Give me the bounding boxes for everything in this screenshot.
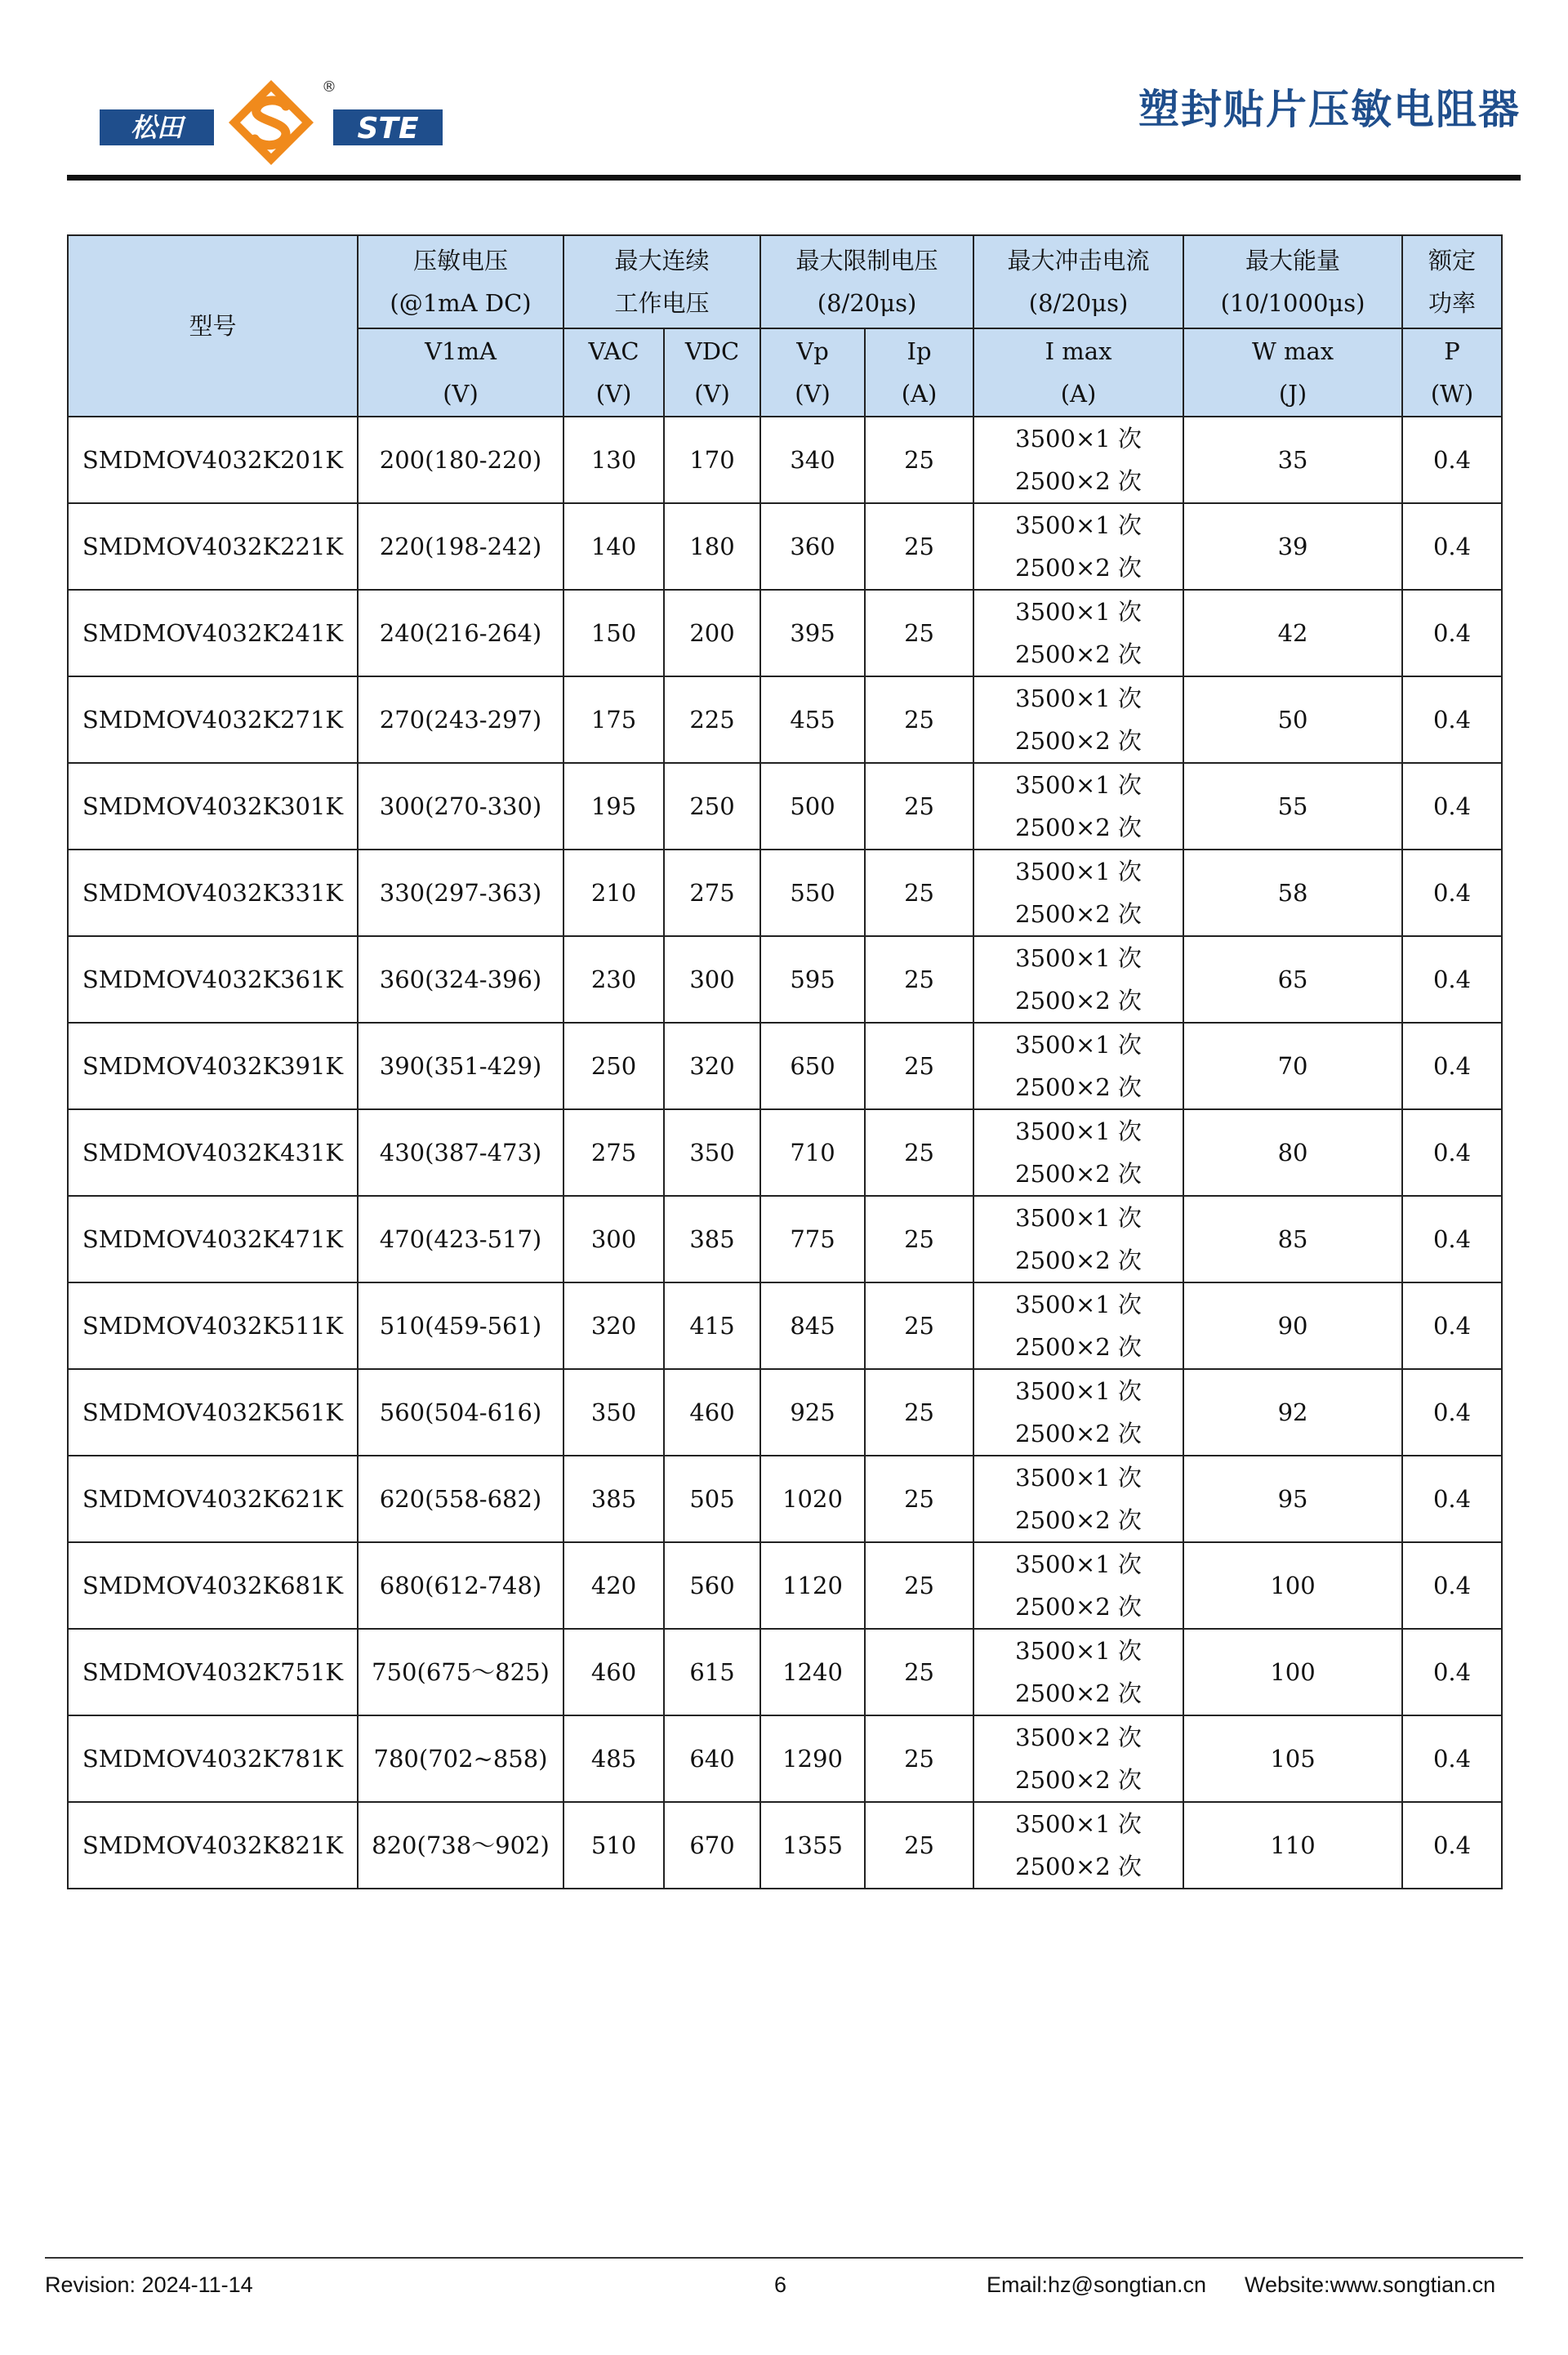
cell-imax2: 2500×2 次 bbox=[1015, 987, 1142, 1015]
cell-vp: 1120 bbox=[760, 1542, 865, 1629]
cell-vac: 175 bbox=[564, 676, 664, 763]
cell-vp: 455 bbox=[760, 676, 865, 763]
cell-p: 0.4 bbox=[1402, 676, 1502, 763]
cell-vp: 1020 bbox=[760, 1456, 865, 1542]
registered-mark: ® bbox=[322, 78, 336, 96]
cell-model: SMDMOV4032K821K bbox=[68, 1802, 358, 1889]
table-row bbox=[68, 1629, 1502, 1715]
cell-vp: 360 bbox=[760, 503, 865, 590]
cell-v1ma: 270(243-297) bbox=[358, 676, 564, 763]
cell-imax2: 2500×2 次 bbox=[1015, 1160, 1142, 1188]
cell-v1ma: 240(216-264) bbox=[358, 590, 564, 676]
cell-vac: 420 bbox=[564, 1542, 664, 1629]
col-varistor-voltage-header: 压敏电压 (@1mA DC) bbox=[358, 235, 564, 328]
cell-wmax: 42 bbox=[1183, 590, 1402, 676]
cell-imax2: 2500×2 次 bbox=[1015, 1766, 1142, 1794]
table-row bbox=[68, 676, 1502, 763]
cell-imax bbox=[973, 1542, 1183, 1629]
cell-vac: 230 bbox=[564, 936, 664, 1023]
cell-v1ma: 560(504-616) bbox=[358, 1369, 564, 1456]
table-row bbox=[68, 590, 1502, 676]
cell-model: SMDMOV4032K241K bbox=[68, 590, 358, 676]
cell-vdc: 200 bbox=[664, 590, 760, 676]
cell-model: SMDMOV4032K681K bbox=[68, 1542, 358, 1629]
footer-revision: Revision: 2024-11-14 bbox=[45, 2272, 253, 2297]
col-max-continuous-header: 最大连续 工作电压 bbox=[564, 235, 760, 328]
cell-imax1: 3500×1 次 bbox=[1015, 858, 1142, 885]
table-row bbox=[68, 1456, 1502, 1542]
cell-p: 0.4 bbox=[1402, 1282, 1502, 1369]
cell-wmax: 100 bbox=[1183, 1629, 1402, 1715]
cell-v1ma: 390(351-429) bbox=[358, 1023, 564, 1109]
cell-imax2: 2500×2 次 bbox=[1015, 1593, 1142, 1621]
cell-wmax: 58 bbox=[1183, 850, 1402, 936]
cell-vdc: 505 bbox=[664, 1456, 760, 1542]
table-row bbox=[68, 503, 1502, 590]
cell-imax1: 3500×1 次 bbox=[1015, 1031, 1142, 1059]
cell-v1ma: 200(180-220) bbox=[358, 417, 564, 503]
cell-imax bbox=[973, 1629, 1183, 1715]
unit-imax: I max (A) bbox=[973, 328, 1183, 417]
table-row bbox=[68, 1369, 1502, 1456]
cell-model: SMDMOV4032K331K bbox=[68, 850, 358, 936]
cell-v1ma: 750(675～825) bbox=[358, 1629, 564, 1715]
cell-v1ma: 510(459-561) bbox=[358, 1282, 564, 1369]
songtian-s-logo-icon bbox=[229, 80, 314, 165]
cell-imax bbox=[973, 850, 1183, 936]
spec-table-body bbox=[68, 417, 1502, 1889]
cell-vac: 210 bbox=[564, 850, 664, 936]
cell-vac: 140 bbox=[564, 503, 664, 590]
cell-ip: 25 bbox=[865, 417, 973, 503]
cell-model: SMDMOV4032K361K bbox=[68, 936, 358, 1023]
cell-imax bbox=[973, 1802, 1183, 1889]
cell-vp: 775 bbox=[760, 1196, 865, 1282]
cell-vac: 130 bbox=[564, 417, 664, 503]
footer-email: Email:hz@songtian.cn bbox=[987, 2272, 1207, 2297]
cell-v1ma: 360(324-396) bbox=[358, 936, 564, 1023]
cell-vdc: 180 bbox=[664, 503, 760, 590]
table-row bbox=[68, 763, 1502, 850]
spec-table bbox=[67, 234, 1503, 1889]
cell-imax bbox=[973, 1109, 1183, 1196]
cell-imax2: 2500×2 次 bbox=[1015, 1073, 1142, 1101]
cell-vp: 1355 bbox=[760, 1802, 865, 1889]
cell-vp: 595 bbox=[760, 936, 865, 1023]
cell-wmax: 80 bbox=[1183, 1109, 1402, 1196]
logo-en-text: STE bbox=[357, 112, 419, 145]
cell-imax bbox=[973, 676, 1183, 763]
cell-vac: 300 bbox=[564, 1196, 664, 1282]
cell-vac: 350 bbox=[564, 1369, 664, 1456]
cell-model: SMDMOV4032K431K bbox=[68, 1109, 358, 1196]
table-row bbox=[68, 417, 1502, 503]
cell-vp: 500 bbox=[760, 763, 865, 850]
cell-ip: 25 bbox=[865, 1456, 973, 1542]
cell-vdc: 350 bbox=[664, 1109, 760, 1196]
cell-ip: 25 bbox=[865, 503, 973, 590]
cell-vp: 550 bbox=[760, 850, 865, 936]
cell-imax1: 3500×1 次 bbox=[1015, 685, 1142, 712]
cell-imax bbox=[973, 936, 1183, 1023]
cell-imax1: 3500×1 次 bbox=[1015, 1464, 1142, 1492]
cell-model: SMDMOV4032K561K bbox=[68, 1369, 358, 1456]
cell-model: SMDMOV4032K511K bbox=[68, 1282, 358, 1369]
cell-p: 0.4 bbox=[1402, 850, 1502, 936]
cell-imax bbox=[973, 1196, 1183, 1282]
footer-divider bbox=[45, 2257, 1523, 2259]
cell-imax bbox=[973, 1369, 1183, 1456]
header-row-1 bbox=[68, 235, 1502, 328]
cell-vac: 275 bbox=[564, 1109, 664, 1196]
cell-wmax: 95 bbox=[1183, 1456, 1402, 1542]
cell-model: SMDMOV4032K221K bbox=[68, 503, 358, 590]
cell-imax2: 2500×2 次 bbox=[1015, 727, 1142, 755]
table-row bbox=[68, 1023, 1502, 1109]
cell-wmax: 70 bbox=[1183, 1023, 1402, 1109]
unit-wmax: W max (J) bbox=[1183, 328, 1402, 417]
cell-vp: 710 bbox=[760, 1109, 865, 1196]
cell-vdc: 385 bbox=[664, 1196, 760, 1282]
cell-imax1: 3500×1 次 bbox=[1015, 425, 1142, 453]
cell-vac: 385 bbox=[564, 1456, 664, 1542]
cell-imax bbox=[973, 503, 1183, 590]
cell-vdc: 320 bbox=[664, 1023, 760, 1109]
cell-imax1: 3500×1 次 bbox=[1015, 944, 1142, 972]
table-row bbox=[68, 936, 1502, 1023]
cell-vp: 395 bbox=[760, 590, 865, 676]
table-row bbox=[68, 1109, 1502, 1196]
cell-vp: 1240 bbox=[760, 1629, 865, 1715]
cell-ip: 25 bbox=[865, 1715, 973, 1802]
cell-wmax: 92 bbox=[1183, 1369, 1402, 1456]
cell-imax2: 2500×2 次 bbox=[1015, 554, 1142, 582]
cell-v1ma: 620(558-682) bbox=[358, 1456, 564, 1542]
cell-vdc: 415 bbox=[664, 1282, 760, 1369]
cell-p: 0.4 bbox=[1402, 1629, 1502, 1715]
cell-ip: 25 bbox=[865, 590, 973, 676]
page-header bbox=[67, 57, 1521, 180]
cell-imax2: 2500×2 次 bbox=[1015, 1333, 1142, 1361]
unit-vdc: VDC (V) bbox=[664, 328, 760, 417]
cell-vac: 150 bbox=[564, 590, 664, 676]
document-title: 塑封贴片压敏电阻器 bbox=[1138, 86, 1521, 133]
cell-vp: 650 bbox=[760, 1023, 865, 1109]
col-max-clamping-header: 最大限制电压 (8/20μs) bbox=[760, 235, 973, 328]
cell-imax1: 3500×1 次 bbox=[1015, 598, 1142, 626]
cell-p: 0.4 bbox=[1402, 590, 1502, 676]
col-model-header: 型号 bbox=[68, 235, 358, 417]
cell-wmax: 110 bbox=[1183, 1802, 1402, 1889]
cell-imax1: 3500×1 次 bbox=[1015, 511, 1142, 539]
cell-imax1: 3500×2 次 bbox=[1015, 1724, 1142, 1751]
cell-v1ma: 680(612-748) bbox=[358, 1542, 564, 1629]
cell-vac: 250 bbox=[564, 1023, 664, 1109]
cell-vdc: 670 bbox=[664, 1802, 760, 1889]
col-max-energy-header: 最大能量 (10/1000μs) bbox=[1183, 235, 1402, 328]
cell-imax1: 3500×1 次 bbox=[1015, 1550, 1142, 1578]
cell-imax2: 2500×2 次 bbox=[1015, 1420, 1142, 1447]
cell-imax1: 3500×1 次 bbox=[1015, 771, 1142, 799]
unit-vac: VAC (V) bbox=[564, 328, 664, 417]
cell-ip: 25 bbox=[865, 1369, 973, 1456]
cell-ip: 25 bbox=[865, 676, 973, 763]
cell-v1ma: 470(423-517) bbox=[358, 1196, 564, 1282]
cell-vdc: 275 bbox=[664, 850, 760, 936]
cell-vac: 510 bbox=[564, 1802, 664, 1889]
cell-p: 0.4 bbox=[1402, 763, 1502, 850]
col-rated-power-header: 额定 功率 bbox=[1402, 235, 1502, 328]
cell-imax bbox=[973, 763, 1183, 850]
cell-wmax: 39 bbox=[1183, 503, 1402, 590]
cell-vdc: 250 bbox=[664, 763, 760, 850]
cell-imax2: 2500×2 次 bbox=[1015, 1679, 1142, 1707]
cell-vac: 485 bbox=[564, 1715, 664, 1802]
cell-imax1: 3500×1 次 bbox=[1015, 1810, 1142, 1838]
unit-vp: Vp (V) bbox=[760, 328, 865, 417]
cell-imax2: 2500×2 次 bbox=[1015, 1853, 1142, 1880]
cell-p: 0.4 bbox=[1402, 1542, 1502, 1629]
table-row bbox=[68, 1802, 1502, 1889]
cell-v1ma: 330(297-363) bbox=[358, 850, 564, 936]
cell-model: SMDMOV4032K781K bbox=[68, 1715, 358, 1802]
cell-vdc: 640 bbox=[664, 1715, 760, 1802]
cell-ip: 25 bbox=[865, 763, 973, 850]
cell-p: 0.4 bbox=[1402, 1196, 1502, 1282]
footer-page-number: 6 bbox=[774, 2272, 787, 2297]
cell-model: SMDMOV4032K751K bbox=[68, 1629, 358, 1715]
cell-p: 0.4 bbox=[1402, 1109, 1502, 1196]
cell-vac: 460 bbox=[564, 1629, 664, 1715]
cell-p: 0.4 bbox=[1402, 1715, 1502, 1802]
header-divider bbox=[67, 175, 1521, 181]
cell-imax bbox=[973, 1282, 1183, 1369]
cell-v1ma: 820(738～902) bbox=[358, 1802, 564, 1889]
cell-imax bbox=[973, 417, 1183, 503]
cell-model: SMDMOV4032K201K bbox=[68, 417, 358, 503]
cell-vac: 320 bbox=[564, 1282, 664, 1369]
cell-imax1: 3500×1 次 bbox=[1015, 1117, 1142, 1145]
table-row bbox=[68, 1282, 1502, 1369]
cell-vdc: 460 bbox=[664, 1369, 760, 1456]
cell-vp: 845 bbox=[760, 1282, 865, 1369]
cell-ip: 25 bbox=[865, 850, 973, 936]
cell-wmax: 50 bbox=[1183, 676, 1402, 763]
cell-p: 0.4 bbox=[1402, 1023, 1502, 1109]
cell-imax bbox=[973, 1715, 1183, 1802]
cell-ip: 25 bbox=[865, 1282, 973, 1369]
cell-model: SMDMOV4032K391K bbox=[68, 1023, 358, 1109]
cell-v1ma: 300(270-330) bbox=[358, 763, 564, 850]
cell-ip: 25 bbox=[865, 1196, 973, 1282]
cell-v1ma: 780(702~858) bbox=[358, 1715, 564, 1802]
cell-ip: 25 bbox=[865, 1023, 973, 1109]
cell-wmax: 55 bbox=[1183, 763, 1402, 850]
cell-wmax: 100 bbox=[1183, 1542, 1402, 1629]
cell-imax2: 2500×2 次 bbox=[1015, 467, 1142, 495]
cell-vdc: 560 bbox=[664, 1542, 760, 1629]
table-row bbox=[68, 1196, 1502, 1282]
unit-p: P (W) bbox=[1402, 328, 1502, 417]
cell-wmax: 105 bbox=[1183, 1715, 1402, 1802]
cell-wmax: 85 bbox=[1183, 1196, 1402, 1282]
cell-p: 0.4 bbox=[1402, 1802, 1502, 1889]
cell-imax2: 2500×2 次 bbox=[1015, 640, 1142, 668]
cell-model: SMDMOV4032K621K bbox=[68, 1456, 358, 1542]
col-max-surge-header: 最大冲击电流 (8/20μs) bbox=[973, 235, 1183, 328]
cell-imax2: 2500×2 次 bbox=[1015, 900, 1142, 928]
cell-ip: 25 bbox=[865, 1109, 973, 1196]
company-logo bbox=[100, 74, 524, 172]
cell-v1ma: 220(198-242) bbox=[358, 503, 564, 590]
cell-vdc: 170 bbox=[664, 417, 760, 503]
table-row bbox=[68, 850, 1502, 936]
cell-imax2: 2500×2 次 bbox=[1015, 814, 1142, 841]
footer-website: Website:www.songtian.cn bbox=[1245, 2272, 1496, 2297]
cell-p: 0.4 bbox=[1402, 1456, 1502, 1542]
cell-vdc: 615 bbox=[664, 1629, 760, 1715]
cell-imax bbox=[973, 590, 1183, 676]
cell-imax bbox=[973, 1456, 1183, 1542]
cell-vp: 925 bbox=[760, 1369, 865, 1456]
cell-imax1: 3500×1 次 bbox=[1015, 1377, 1142, 1405]
cell-p: 0.4 bbox=[1402, 503, 1502, 590]
cell-imax2: 2500×2 次 bbox=[1015, 1247, 1142, 1274]
cell-imax1: 3500×1 次 bbox=[1015, 1637, 1142, 1665]
unit-ip: Ip (A) bbox=[865, 328, 973, 417]
cell-ip: 25 bbox=[865, 936, 973, 1023]
cell-vdc: 225 bbox=[664, 676, 760, 763]
cell-p: 0.4 bbox=[1402, 1369, 1502, 1456]
cell-model: SMDMOV4032K271K bbox=[68, 676, 358, 763]
cell-ip: 25 bbox=[865, 1542, 973, 1629]
table-row bbox=[68, 1542, 1502, 1629]
unit-v1ma: V1mA (V) bbox=[358, 328, 564, 417]
cell-vac: 195 bbox=[564, 763, 664, 850]
cell-vdc: 300 bbox=[664, 936, 760, 1023]
cell-imax2: 2500×2 次 bbox=[1015, 1506, 1142, 1534]
cell-v1ma: 430(387-473) bbox=[358, 1109, 564, 1196]
cell-imax bbox=[973, 1023, 1183, 1109]
cell-model: SMDMOV4032K301K bbox=[68, 763, 358, 850]
cell-wmax: 90 bbox=[1183, 1282, 1402, 1369]
cell-wmax: 35 bbox=[1183, 417, 1402, 503]
cell-vp: 340 bbox=[760, 417, 865, 503]
cell-imax1: 3500×1 次 bbox=[1015, 1204, 1142, 1232]
cell-ip: 25 bbox=[865, 1802, 973, 1889]
cell-p: 0.4 bbox=[1402, 936, 1502, 1023]
logo-cn-text: 松田 bbox=[130, 112, 184, 143]
cell-vp: 1290 bbox=[760, 1715, 865, 1802]
cell-ip: 25 bbox=[865, 1629, 973, 1715]
table-row bbox=[68, 1715, 1502, 1802]
cell-imax1: 3500×1 次 bbox=[1015, 1291, 1142, 1318]
cell-model: SMDMOV4032K471K bbox=[68, 1196, 358, 1282]
cell-p: 0.4 bbox=[1402, 417, 1502, 503]
cell-wmax: 65 bbox=[1183, 936, 1402, 1023]
